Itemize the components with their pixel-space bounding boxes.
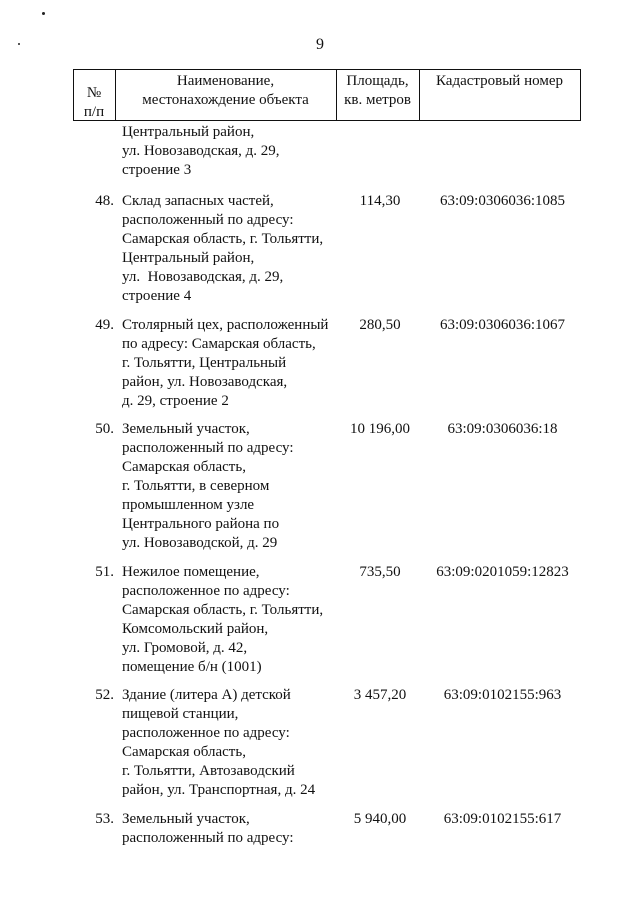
row-number: 51. bbox=[95, 564, 114, 580]
row-area: 10 196,00 bbox=[350, 421, 410, 437]
row-name-line: Самарская область, г. Тольятти, bbox=[122, 231, 324, 247]
row-name-line: ул. Громовой, д. 42, bbox=[122, 640, 248, 656]
continuation-line: строение 3 bbox=[122, 162, 192, 178]
row-name-line: Центрального района по bbox=[122, 516, 280, 532]
header-bottom-border bbox=[73, 120, 581, 121]
row-name-line: пищевой станции, bbox=[122, 706, 239, 722]
row-name-line: промышленном узле bbox=[122, 497, 255, 513]
row-cadastral: 63:09:0306036:18 bbox=[447, 421, 558, 437]
header-num-abbr: п/п bbox=[83, 104, 105, 120]
row-cadastral: 63:09:0306036:1067 bbox=[439, 317, 565, 333]
header-area-line1: Площадь, bbox=[346, 73, 409, 89]
header-top-border bbox=[73, 69, 581, 70]
row-number: 53. bbox=[95, 811, 114, 827]
scan-speck bbox=[42, 12, 45, 15]
header-cadastral-label: Кадастровый номер bbox=[436, 73, 563, 89]
header-name-line1: Наименование, bbox=[176, 73, 275, 89]
row-cadastral: 63:09:0201059:12823 bbox=[436, 564, 569, 580]
row-name-line: Земельный участок, bbox=[122, 421, 250, 437]
row-cadastral: 63:09:0306036:1085 bbox=[439, 193, 565, 209]
row-name-line: Комсомольский район, bbox=[122, 621, 269, 637]
row-name-line: помещение б/н (1001) bbox=[122, 659, 262, 675]
header-border-right bbox=[580, 69, 581, 121]
page-number: 9 bbox=[316, 36, 324, 53]
row-name-line: строение 4 bbox=[122, 288, 192, 304]
row-name-line: Земельный участок, bbox=[122, 811, 250, 827]
row-number: 49. bbox=[95, 317, 114, 333]
row-area: 5 940,00 bbox=[353, 811, 407, 827]
row-number: 48. bbox=[95, 193, 114, 209]
row-name-line: ул. Новозаводская, д. 29, bbox=[122, 269, 284, 285]
row-name-line: Склад запасных частей, bbox=[122, 193, 274, 209]
row-cadastral: 63:09:0102155:617 bbox=[443, 811, 562, 827]
row-name-line: по адресу: Самарская область, bbox=[122, 336, 316, 352]
header-name-cell bbox=[115, 72, 336, 110]
table-header bbox=[73, 69, 581, 121]
row-name-line: Самарская область, bbox=[122, 459, 246, 475]
scan-speck bbox=[18, 43, 20, 45]
header-num-symbol: № bbox=[86, 85, 102, 101]
header-area-line2: кв. метров bbox=[344, 92, 411, 108]
row-number: 52. bbox=[95, 687, 114, 703]
row-name-line: Центральный район, bbox=[122, 250, 255, 266]
continuation-line: Центральный район, bbox=[122, 124, 255, 140]
row-name-line: расположенный по адресу: bbox=[122, 830, 294, 846]
row-name-line: Здание (литера А) детской bbox=[122, 687, 291, 703]
row-name-line: расположенное по адресу: bbox=[122, 583, 290, 599]
row-name-line: Столярный цех, расположенный bbox=[122, 317, 329, 333]
row-cadastral: 63:09:0102155:963 bbox=[443, 687, 562, 703]
row-name-line: ул. Новозаводской, д. 29 bbox=[122, 535, 278, 551]
row-name-line: расположенное по адресу: bbox=[122, 725, 290, 741]
row-name-line: Самарская область, bbox=[122, 744, 246, 760]
row-name-line: д. 29, строение 2 bbox=[122, 393, 229, 409]
row-name-line: район, ул. Транспортная, д. 24 bbox=[122, 782, 316, 798]
row-area: 114,30 bbox=[359, 193, 401, 209]
header-area-cell bbox=[336, 72, 419, 110]
header-cadastral-cell bbox=[419, 72, 580, 91]
row-name-line: г. Тольятти, Автозаводский bbox=[122, 763, 295, 779]
row-name-line: район, ул. Новозаводская, bbox=[122, 374, 288, 390]
row-area: 280,50 bbox=[359, 317, 401, 333]
row-area: 3 457,20 bbox=[353, 687, 407, 703]
row-name-line: г. Тольятти, в северном bbox=[122, 478, 270, 494]
continuation-line: ул. Новозаводская, д. 29, bbox=[122, 143, 280, 159]
row-name-line: расположенный по адресу: bbox=[122, 212, 294, 228]
row-name-line: расположенный по адресу: bbox=[122, 440, 294, 456]
header-name-line2: местонахождение объекта bbox=[142, 92, 309, 108]
row-name-line: Нежилое помещение, bbox=[122, 564, 260, 580]
row-name-line: г. Тольятти, Центральный bbox=[122, 355, 287, 371]
row-area: 735,50 bbox=[359, 564, 401, 580]
row-name-line: Самарская область, г. Тольятти, bbox=[122, 602, 324, 618]
header-num-cell bbox=[73, 84, 115, 122]
row-number: 50. bbox=[95, 421, 114, 437]
